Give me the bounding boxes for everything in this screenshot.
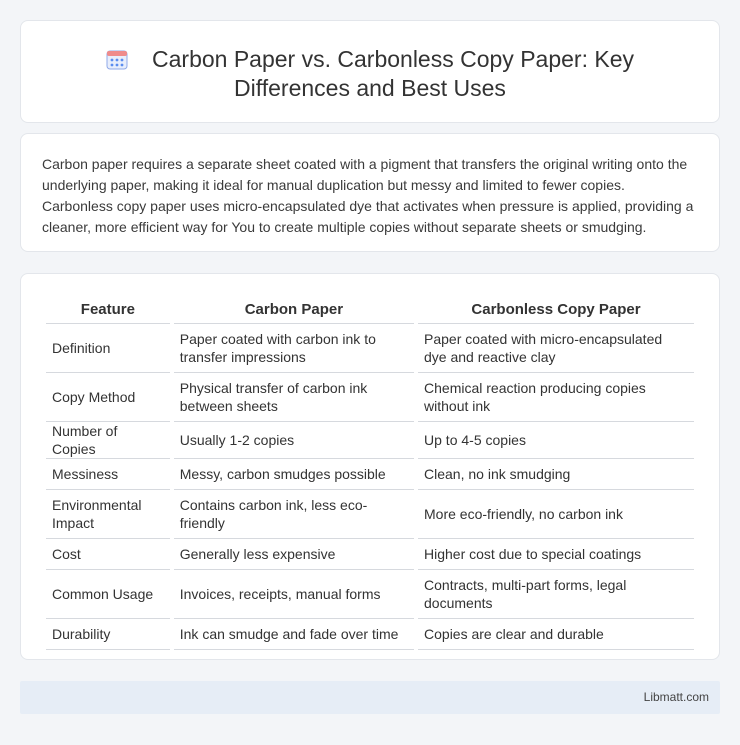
carbon-cell: Ink can smudge and fade over time xyxy=(174,619,414,650)
title-card xyxy=(20,20,720,123)
comparison-table xyxy=(42,296,698,650)
carbon-cell: Paper coated with carbon ink to transfer impressions xyxy=(174,324,414,373)
carbonless-cell: Copies are clear and durable xyxy=(418,619,694,650)
feature-cell: Environmental Impact xyxy=(46,490,170,539)
summary-text: Carbon paper requires a separate sheet coated with a pigment that transfers the original writing onto the underlying paper, making it ideal for manual duplication but messy and limited to fewer copies. Carbonless copy paper uses micro-encapsulated dye that activates when pressure is applied, providing a cleaner, more efficient way for You to create multiple copies without separate sheets or smudging. xyxy=(42,156,694,235)
carbon-cell: Generally less expensive xyxy=(174,539,414,570)
carbon-cell: Messy, carbon smudges possible xyxy=(174,459,414,490)
table-row xyxy=(46,459,694,490)
header-feature: Feature xyxy=(46,296,170,324)
carbonless-cell: Chemical reaction producing copies without ink xyxy=(418,373,694,422)
feature-cell: Cost xyxy=(46,539,170,570)
feature-cell: Durability xyxy=(46,619,170,650)
carbon-cell: Physical transfer of carbon ink between sheets xyxy=(174,373,414,422)
table-row xyxy=(46,324,694,373)
feature-cell: Messiness xyxy=(46,459,170,490)
table-row xyxy=(46,422,694,459)
carbonless-cell: Paper coated with micro-encapsulated dye and reactive clay xyxy=(418,324,694,373)
table-row xyxy=(46,619,694,650)
calendar-icon xyxy=(106,48,128,70)
table-row xyxy=(46,490,694,539)
page-title: Carbon Paper vs. Carbonless Copy Paper: Key Differences and Best Uses xyxy=(152,46,634,101)
footer-brand[interactable]: Libmatt.com xyxy=(643,690,709,704)
header-carbon-paper: Carbon Paper xyxy=(174,296,414,324)
carbonless-cell: Up to 4-5 copies xyxy=(418,422,694,459)
summary-card xyxy=(20,133,720,252)
table-row xyxy=(46,539,694,570)
carbon-cell: Invoices, receipts, manual forms xyxy=(174,570,414,619)
carbonless-cell: Clean, no ink smudging xyxy=(418,459,694,490)
carbonless-cell: Higher cost due to special coatings xyxy=(418,539,694,570)
feature-cell: Number of Copies xyxy=(46,422,170,459)
table-row xyxy=(46,570,694,619)
comparison-table-card xyxy=(20,273,720,660)
feature-cell: Copy Method xyxy=(46,373,170,422)
header-carbonless-paper: Carbonless Copy Paper xyxy=(418,296,694,324)
feature-cell: Definition xyxy=(46,324,170,373)
feature-cell: Common Usage xyxy=(46,570,170,619)
footer xyxy=(20,681,720,714)
table-header-row xyxy=(46,296,694,324)
page-title-wrap xyxy=(21,45,719,103)
carbonless-cell: More eco-friendly, no carbon ink xyxy=(418,490,694,539)
carbonless-cell: Contracts, multi-part forms, legal documents xyxy=(418,570,694,619)
carbon-cell: Contains carbon ink, less eco-friendly xyxy=(174,490,414,539)
carbon-cell: Usually 1-2 copies xyxy=(174,422,414,459)
table-row xyxy=(46,373,694,422)
